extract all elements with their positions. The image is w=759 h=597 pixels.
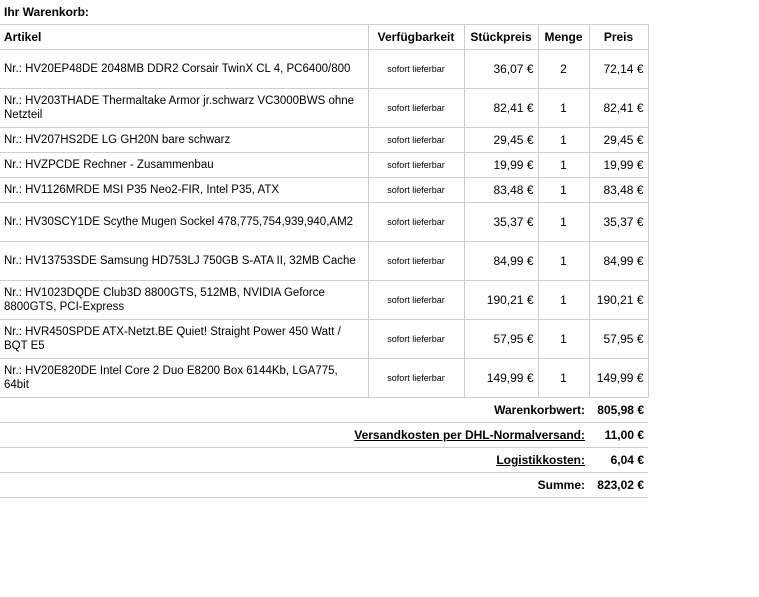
item-price: 19,99 € [589, 153, 648, 178]
item-price: 29,45 € [589, 128, 648, 153]
item-unit-price: 36,07 € [464, 50, 538, 89]
item-price: 84,99 € [589, 242, 648, 281]
table-row [0, 178, 648, 203]
warenkorbwert-value: 805,98 € [589, 398, 648, 423]
cart-title: Ihr Warenkorb: [4, 5, 89, 19]
column-header-menge: Menge [538, 25, 589, 50]
table-row [0, 359, 648, 398]
column-header-stueckpreis: Stückpreis [464, 25, 538, 50]
column-header-verfuegbarkeit: Verfügbarkeit [368, 25, 464, 50]
column-header-preis: Preis [589, 25, 648, 50]
table-row [0, 128, 648, 153]
item-price: 72,14 € [589, 50, 648, 89]
item-price: 83,48 € [589, 178, 648, 203]
item-quantity: 1 [538, 242, 589, 281]
summary-row-logistik [0, 448, 648, 473]
item-availability: sofort lieferbar [368, 320, 464, 359]
item-price: 190,21 € [589, 281, 648, 320]
item-unit-price: 84,99 € [464, 242, 538, 281]
summe-value: 823,02 € [589, 473, 648, 498]
table-row [0, 153, 648, 178]
table-row [0, 203, 648, 242]
item-artikel[interactable]: Nr.: HV207HS2DE LG GH20N bare schwarz [0, 128, 368, 153]
item-availability: sofort lieferbar [368, 89, 464, 128]
item-quantity: 2 [538, 50, 589, 89]
cart-table [0, 24, 649, 498]
logistikkosten-link[interactable]: Logistikkosten: [0, 448, 589, 473]
table-row [0, 320, 648, 359]
table-row [0, 50, 648, 89]
item-price: 149,99 € [589, 359, 648, 398]
summary-row-warenkorbwert [0, 398, 648, 423]
item-price: 57,95 € [589, 320, 648, 359]
item-artikel[interactable]: Nr.: HV1023DQDE Club3D 8800GTS, 512MB, NVIDIA Geforce 8800GTS, PCI-Express [0, 281, 368, 320]
item-quantity: 1 [538, 281, 589, 320]
item-availability: sofort lieferbar [368, 153, 464, 178]
item-quantity: 1 [538, 203, 589, 242]
item-availability: sofort lieferbar [368, 203, 464, 242]
summe-label: Summe: [0, 473, 589, 498]
item-artikel[interactable]: Nr.: HV20EP48DE 2048MB DDR2 Corsair TwinX CL 4, PC6400/800 [0, 50, 368, 89]
item-quantity: 1 [538, 128, 589, 153]
versandkosten-value: 11,00 € [589, 423, 648, 448]
item-availability: sofort lieferbar [368, 242, 464, 281]
item-unit-price: 19,99 € [464, 153, 538, 178]
item-artikel[interactable]: Nr.: HVZPCDE Rechner - Zusammenbau [0, 153, 368, 178]
table-row [0, 281, 648, 320]
item-unit-price: 190,21 € [464, 281, 538, 320]
item-artikel[interactable]: Nr.: HV30SCY1DE Scythe Mugen Sockel 478,775,754,939,940,AM2 [0, 203, 368, 242]
item-availability: sofort lieferbar [368, 359, 464, 398]
item-availability: sofort lieferbar [368, 178, 464, 203]
item-availability: sofort lieferbar [368, 281, 464, 320]
warenkorbwert-label: Warenkorbwert: [0, 398, 589, 423]
item-artikel[interactable]: Nr.: HV13753SDE Samsung HD753LJ 750GB S-ATA II, 32MB Cache [0, 242, 368, 281]
item-price: 82,41 € [589, 89, 648, 128]
table-row [0, 89, 648, 128]
item-quantity: 1 [538, 178, 589, 203]
versandkosten-link[interactable]: Versandkosten per DHL-Normalversand: [0, 423, 589, 448]
cart-header-row [0, 25, 648, 50]
table-row [0, 242, 648, 281]
item-quantity: 1 [538, 153, 589, 178]
item-artikel[interactable]: Nr.: HVR450SPDE ATX-Netzt.BE Quiet! Straight Power 450 Watt / BQT E5 [0, 320, 368, 359]
item-availability: sofort lieferbar [368, 128, 464, 153]
item-unit-price: 57,95 € [464, 320, 538, 359]
logistikkosten-value: 6,04 € [589, 448, 648, 473]
item-artikel[interactable]: Nr.: HV203THADE Thermaltake Armor jr.schwarz VC3000BWS ohne Netzteil [0, 89, 368, 128]
column-header-artikel: Artikel [0, 25, 368, 50]
item-unit-price: 29,45 € [464, 128, 538, 153]
item-unit-price: 83,48 € [464, 178, 538, 203]
item-price: 35,37 € [589, 203, 648, 242]
item-unit-price: 35,37 € [464, 203, 538, 242]
item-unit-price: 82,41 € [464, 89, 538, 128]
item-unit-price: 149,99 € [464, 359, 538, 398]
item-quantity: 1 [538, 89, 589, 128]
summary-row-summe [0, 473, 648, 498]
item-artikel[interactable]: Nr.: HV1126MRDE MSI P35 Neo2-FIR, Intel P35, ATX [0, 178, 368, 203]
item-artikel[interactable]: Nr.: HV20E820DE Intel Core 2 Duo E8200 Box 6144Kb, LGA775, 64bit [0, 359, 368, 398]
item-quantity: 1 [538, 359, 589, 398]
item-availability: sofort lieferbar [368, 50, 464, 89]
item-quantity: 1 [538, 320, 589, 359]
summary-row-versand [0, 423, 648, 448]
